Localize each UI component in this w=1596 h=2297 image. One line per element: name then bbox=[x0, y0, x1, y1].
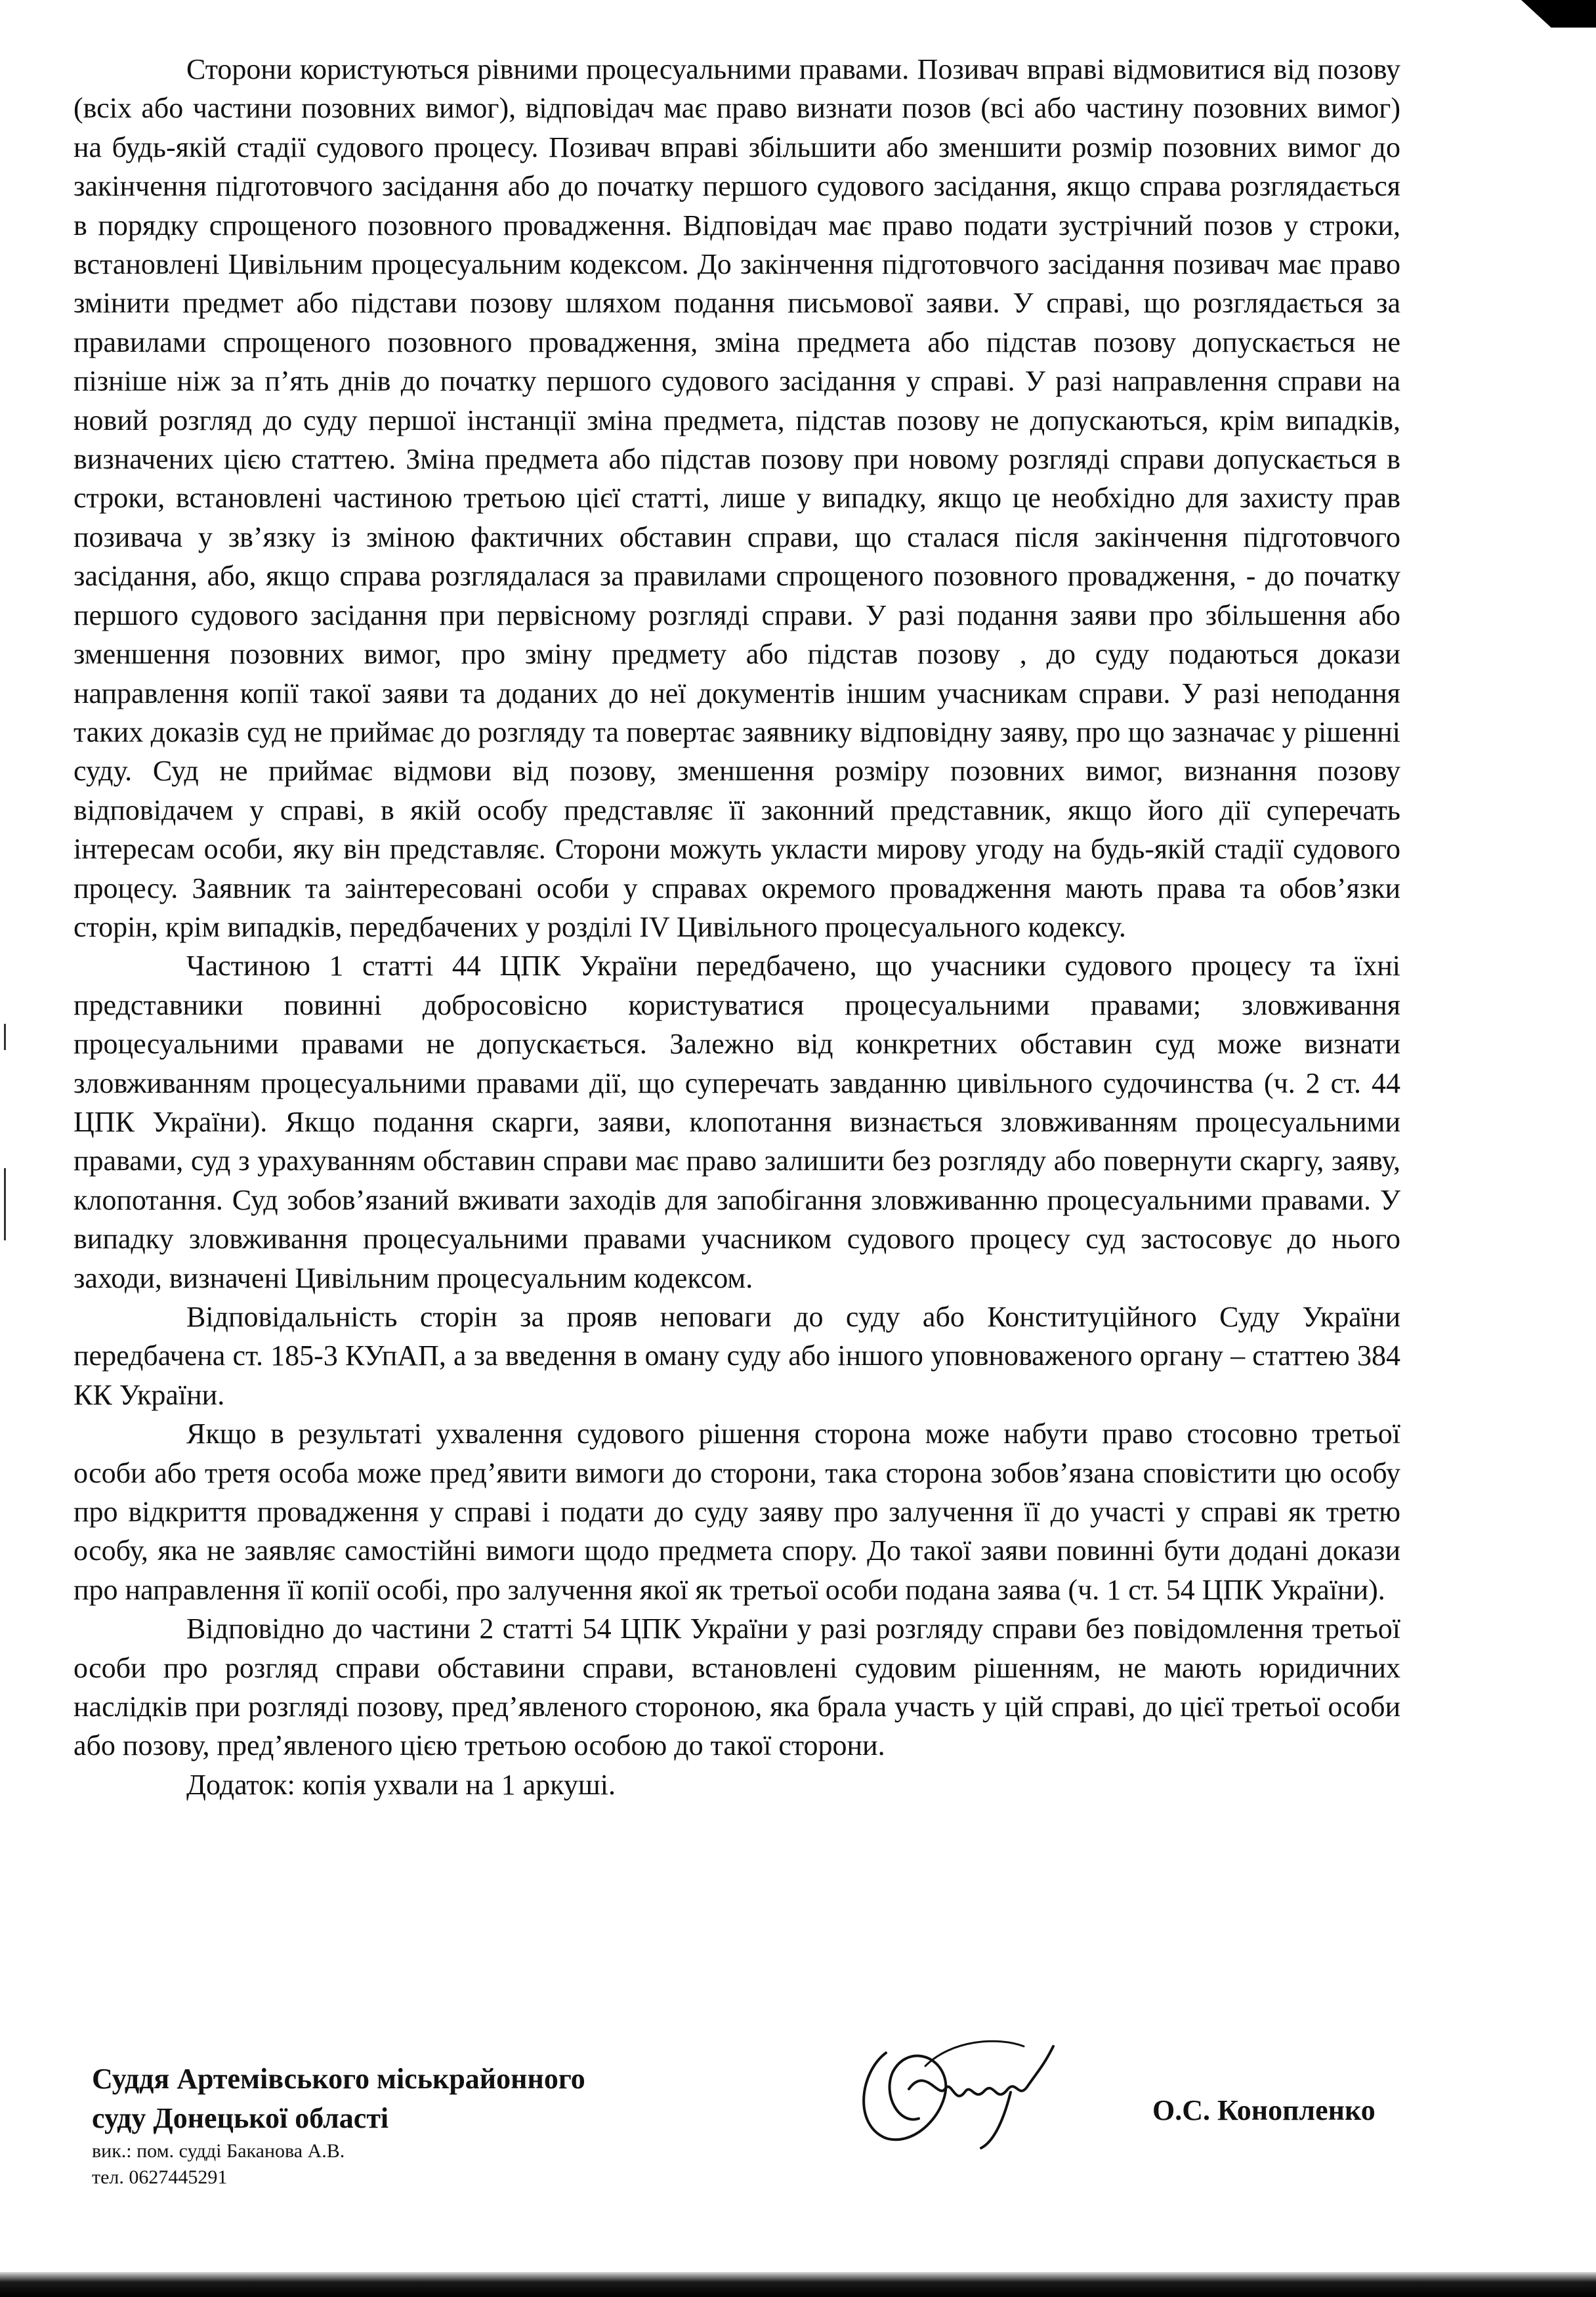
executor-line: вик.: пом. судді Баканова А.В. bbox=[92, 2140, 345, 2162]
scan-artifact-edge-mark bbox=[4, 1024, 6, 1050]
paragraph-attachment: Додаток: копія ухвали на 1 аркуші. bbox=[186, 1768, 616, 1801]
paragraph-abuse-of-rights: Частиною 1 статті 44 ЦПК України передбачено, що учасники судового процесу та їхні представники повинні добросовісно користуватися процесуальними правами; зловживання процесуальними правами не допускається. Залежно від конкретних обставин суд може визнати зловживанням процесуальними правами дії, що суперечать завданню цивільного судочинства (ч. 2 ст. 44 ЦПК України). Якщо подання скарги, заяви, клопотання визнається зловживанням процесуальними правами, суд з урахуванням обставин справи має право залишити без розгляду або повернути скаргу, заяву, клопотання. Суд зобов’язаний вживати заходів для запобігання зловживанню процесуальними правами. У випадку зловживання процесуальними правами учасником судового процесу суд застосовує до нього заходи, визначені Цивільним процесуальним кодексом. bbox=[74, 950, 1400, 1294]
signer-name: О.С. Конопленко bbox=[1152, 2094, 1376, 2126]
scan-artifact-corner bbox=[1521, 0, 1596, 28]
paragraph-liability: Відповідальність сторін за прояв неповаги до суду або Конституційного Суду України передбачена ст. 185-3 КУпАП, а за введення в оману суду або іншого уповноваженого органу – статтею 384 КК України. bbox=[74, 1301, 1400, 1411]
paragraph-parties-rights: Сторони користуються рівними процесуальними правами. Позивач вправі відмовитися від позову (всіх або частини позовних вимог), відповідач має право визнати позов (всі або частину позовних вимог) на будь-якій стадії судового процесу. Позивач вправі збільшити або зменшити розмір позовних вимог до закінчення підготовчого засідання або до початку першого судового засідання, якщо справа розглядається в порядку спрощеного позовного провадження. Відповідач має право подати зустрічний позов у строки, встановлені Цивільним процесуальним кодексом. До закінчення підготовчого засідання позивач має право змінити предмет або підстави позову шляхом подання письмової заяви. У справі, що розглядається за правилами спрощеного позовного провадження, зміна предмета або підстав позову допускається не пізніше ніж за п’ять днів до початку першого судового засідання у справі. У разі направлення справи на новий розгляд до суду першої інстанції зміна предмета, підстав позову не допускаються, крім випадків, визначених цією статтею. Зміна предмета або підстав позову при новому розгляді справи допускається в строки, встановлені частиною третьою цієї статті, лише у випадку, якщо це необхідно для захисту прав позивача у зв’язку із зміною фактичних обставин справи, що сталася після закінчення підготовчого засідання, або, якщо справа розглядалася за правилами спрощеного позовного провадження, - до початку першого судового засідання при первісному розгляді справи. У разі подання заяви про збільшення або зменшення позовних вимог, про зміну предмету або підстав позову , до суду подаються докази направлення копії такої заяви та доданих до неї документів іншим учасникам справи. У разі неподання таких доказів суд не приймає до розгляду та повертає заявнику відповідну заяву, про що зазначає у рішенні суду. Суд не приймає відмови від позову, зменшення розміру позовних вимог, визнання позову відповідачем у справі, в якій особу представляє її законний представник, якщо його дії суперечать інтересам особи, яку він представляє. Сторони можуть укласти мирову угоду на будь-якій стадії судового процесу. Заявник та заінтересовані особи у справах окремого провадження мають права та обов’язки сторін, крім випадків, передбачених у розділі IV Цивільного процесуального кодексу. bbox=[74, 53, 1400, 943]
handwritten-signature bbox=[847, 2027, 1070, 2151]
signature-block bbox=[92, 2059, 585, 2191]
phone-line: тел. 0627445291 bbox=[92, 2166, 228, 2188]
paragraph-third-party-consequences: Відповідно до частини 2 статті 54 ЦПК України у разі розгляду справи без повідомлення третьої особи про розгляд справи обставини справи, встановлені судовим рішенням, не мають юридичних наслідків при розгляді позову, пред’явленого стороною, яка брала участь у цій справі, до цієї третьої особи або позову, пред’явленого цією третьою особою до такої сторони. bbox=[74, 1612, 1400, 1762]
judge-title-line2: суду Донецької області bbox=[92, 2102, 389, 2134]
judge-title-line1: Суддя Артемівського міськрайонного bbox=[92, 2063, 585, 2095]
scan-artifact-bottom-bar bbox=[0, 2272, 1596, 2297]
paragraph-third-party: Якщо в результаті ухвалення судового рішення сторона може набути право стосовно третьої особи або третя особа може пред’явити вимоги до сторони, така сторона зобов’язана сповістити цю особу про відкриття провадження у справі і подати до суду заяву про залучення її до участі у справі як третю особу, яка не заявляє самостійні вимоги щодо предмета спору. До такої заяви повинні бути додані докази про направлення її копії особі, про залучення якої як третьої особи подана заява (ч. 1 ст. 54 ЦПК України). bbox=[74, 1418, 1400, 1606]
scan-artifact-edge-mark bbox=[4, 1168, 6, 1240]
document-body bbox=[74, 50, 1400, 1804]
